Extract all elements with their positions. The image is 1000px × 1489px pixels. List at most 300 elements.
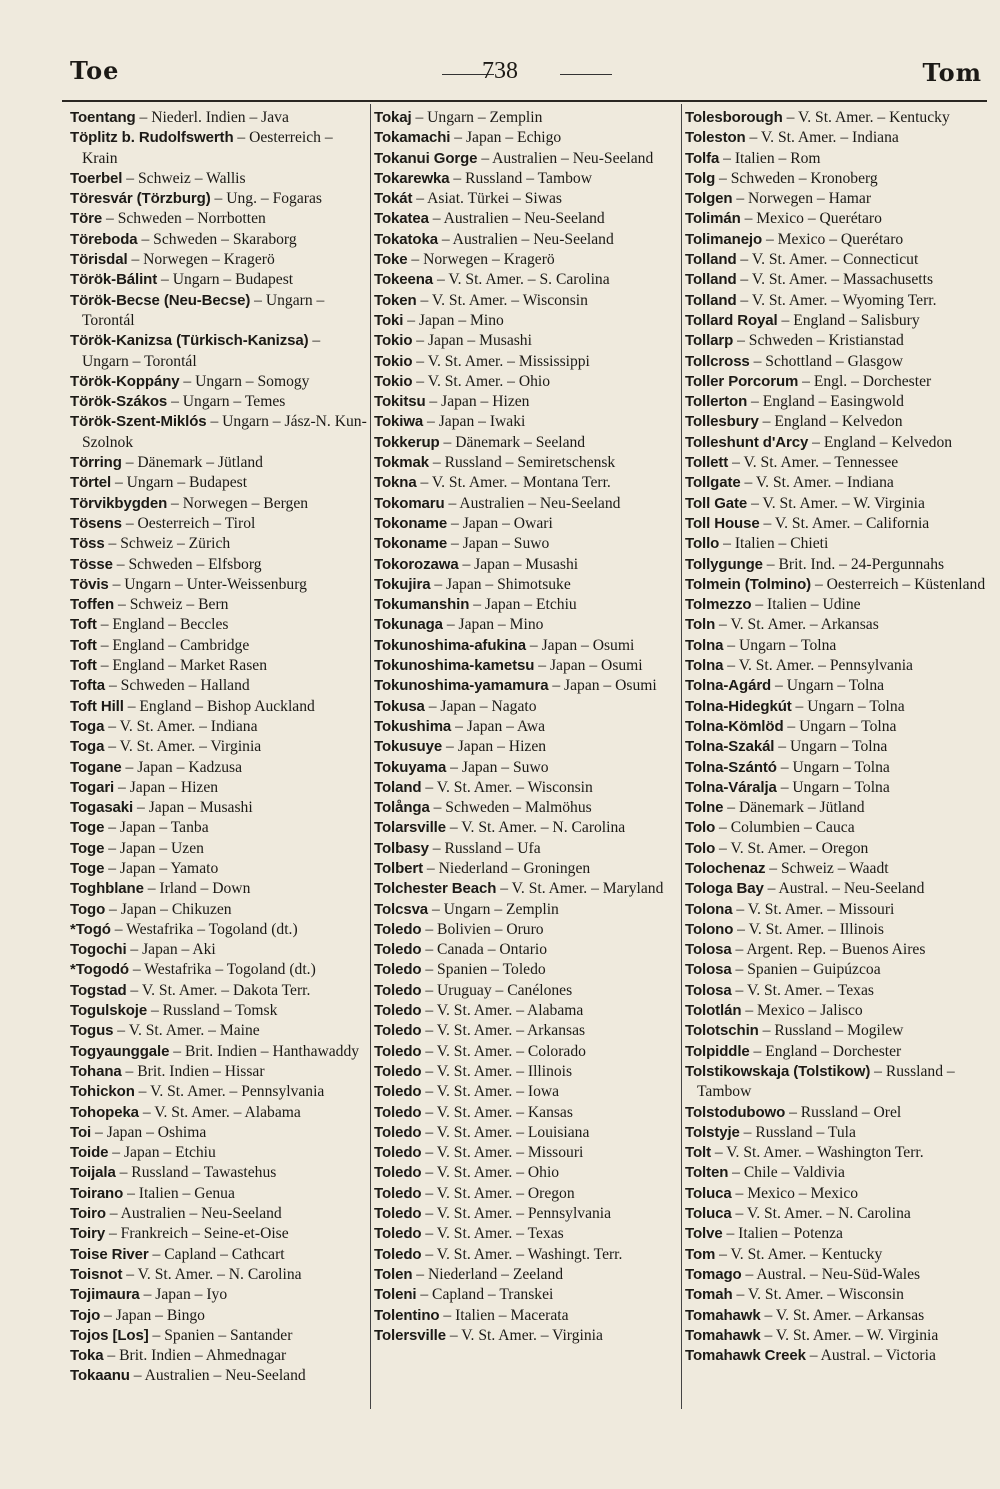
gazetteer-entry [685,352,987,372]
entry-location: – V. St. Amer. – Mississippi [412,352,590,370]
entry-location: – V. St. Amer. – Montana Terr. [416,474,611,492]
entry-location: – V. St. Amer. – Alabama [421,1002,584,1020]
gazetteer-entry [685,697,987,717]
entry-place-name: Törtel [70,474,112,492]
entry-place-name: Token [374,291,417,309]
gazetteer-entry [70,818,368,838]
entry-place-name: Tolna-Agárd [685,677,772,695]
entry-place-name: Toledo [374,981,422,999]
entry-place-name: Tojimaura [70,1286,140,1304]
gazetteer-entry [70,575,368,595]
header-rule-right [560,74,612,75]
gazetteer-entry [70,1021,368,1041]
gazetteer-entry [70,1265,368,1285]
gazetteer-entry [374,230,679,250]
gazetteer-entry [374,960,679,980]
gazetteer-entry [70,514,368,534]
gazetteer-entry [374,920,679,940]
entry-place-name: Tolmein (Tolmino) [685,575,812,593]
gazetteer-column-2 [374,108,679,1480]
entry-location: – Japan – Hizen [425,393,530,411]
entry-place-name: Toledo [374,1205,422,1223]
entry-place-name: Toiro [70,1205,106,1223]
gazetteer-entry [374,1285,679,1305]
entry-location: – Japan – Osumi [526,636,635,654]
gazetteer-entry [685,412,987,432]
gazetteer-entry [374,494,679,514]
entry-place-name: Tolbasy [374,839,429,857]
entry-location: – V. St. Amer. – Kentucky [782,109,950,126]
entry-location: – Schweden – Skaraborg [137,230,297,248]
entry-place-name: Törring [70,454,122,472]
entry-location: – V. St. Amer. – Virginia [446,1326,603,1344]
entry-place-name: Tollarp [685,332,734,350]
entry-place-name: Togus [70,1022,114,1040]
gazetteer-entry [70,169,368,189]
entry-location: – Japan – Musashi [458,555,579,573]
entry-location: – V. St. Amer. – Wisconsin [416,291,588,309]
entry-location: – Japan – Iwaki [423,413,526,431]
gazetteer-entry [374,1143,679,1163]
entry-location: – Japan – Etchiu [108,1144,216,1162]
entry-location: – V. St. Amer. – Arkansas [760,1306,925,1324]
gazetteer-entry [374,717,679,737]
entry-location: – V. St. Amer. – Indiana [740,474,894,492]
gazetteer-entry [374,615,679,635]
gazetteer-entry [70,270,368,290]
gazetteer-entry [70,798,368,818]
gazetteer-entry [685,291,987,311]
gazetteer-entry [685,778,987,798]
entry-place-name: Toledo [374,1225,422,1243]
entry-location: – Italien – Chieti [719,535,829,553]
gazetteer-entry [685,575,987,595]
entry-place-name: Togochi [70,941,127,959]
gazetteer-entry [374,473,679,493]
entry-location: – V. St. Amer. – Ohio [421,1164,560,1182]
entry-location: – Schweiz – Zürich [104,535,231,553]
gazetteer-entry [685,1346,987,1366]
entry-location: – Norwegen – Kragerö [407,251,555,269]
entry-place-name: Tomah [685,1286,733,1304]
entry-place-name: Toghblane [70,880,144,898]
gazetteer-entry [70,1103,368,1123]
entry-place-name: Tokamachi [374,129,451,147]
entry-place-name: Tokio [374,372,413,390]
gazetteer-entry [685,270,987,290]
entry-place-name: Toland [374,778,422,796]
entry-place-name: Török-Bálint [70,271,158,289]
entry-location: – V. St. Amer. – Pennsylvania [134,1083,325,1101]
entry-place-name: Toft Hill [70,697,124,715]
gazetteer-entry [685,372,987,392]
entry-location: – Spanien – Toledo [421,961,546,979]
entry-place-name: Toffen [70,596,115,614]
gazetteer-entry [685,798,987,818]
entry-location: – Japan – Etchiu [469,596,577,614]
gazetteer-entry [685,169,987,189]
entry-place-name: Toge [70,859,105,877]
gazetteer-entry [374,697,679,717]
gazetteer-entry [374,108,679,128]
entry-location: – Schweden – Kronoberg [715,169,878,187]
entry-place-name: Tolt [685,1144,711,1162]
gazetteer-entry [70,778,368,798]
gazetteer-entry [374,311,679,331]
entry-location: – Schweiz – Wallis [122,169,246,187]
entry-place-name: Tolosa [685,941,732,959]
gazetteer-entry [70,230,368,250]
entry-location: – Schweden – Norrbotten [102,210,266,228]
entry-location: – Japan – Hizen [442,738,547,756]
entry-place-name: Toledo [374,920,422,938]
entry-place-name: Tolstyje [685,1123,740,1141]
gazetteer-entry [685,1245,987,1265]
gazetteer-entry [685,1306,987,1326]
entry-location: – Dänemark – Jütland [121,454,263,472]
gazetteer-entry [70,859,368,879]
entry-place-name: Tomahawk [685,1306,761,1324]
entry-place-name: Tollcross [685,352,750,370]
entry-place-name: Tokna [374,474,417,492]
gazetteer-entry [374,900,679,920]
entry-location: – V. St. Amer. – Connecticut [736,251,919,269]
gazetteer-entry [70,189,368,209]
gazetteer-entry [374,818,679,838]
gazetteer-entry [374,1103,679,1123]
entry-place-name: Toledo [374,941,422,959]
entry-place-name: Tolna [685,636,724,654]
entry-location: – V. St. Amer. – N. Carolina [446,819,626,837]
entry-location: – V. St. Amer. – Arkansas [421,1022,586,1040]
running-head-right: Tom [922,58,982,87]
gazetteer-entry [685,900,987,920]
entry-location: – Russland – Tambow [449,169,592,187]
gazetteer-entry [70,676,368,696]
gazetteer-entry [70,1306,368,1326]
entry-place-name: Tollard Royal [685,311,778,329]
gazetteer-entry [374,940,679,960]
entry-place-name: Tolgen [685,190,733,208]
entry-location: – Schweden – Halland [105,677,250,695]
entry-place-name: Tokusuye [374,738,443,756]
gazetteer-entry [685,1021,987,1041]
entry-location: – Brit. Indien – Hanthawaddy [169,1042,360,1060]
gazetteer-entry [374,189,679,209]
entry-location: – Ungarn – Budapest [111,474,248,492]
gazetteer-entry [70,981,368,1001]
entry-place-name: Toki [374,311,404,329]
gazetteer-column-3 [685,108,987,1480]
entry-location: – Italien – Macerata [439,1306,569,1324]
gazetteer-entry [374,392,679,412]
gazetteer-entry [685,859,987,879]
column-divider-1 [370,104,371,1409]
entry-place-name: Török-Kanizsa (Türkisch-Kanizsa) [70,332,309,350]
gazetteer-entry [374,1082,679,1102]
entry-place-name: Tolne [685,799,724,817]
entry-location: – V. St. Amer. – Illinois [733,920,884,938]
gazetteer-entry [70,1184,368,1204]
gazetteer-entry [685,636,987,656]
entry-place-name: Török-Becse (Neu-Becse) [70,291,251,309]
entry-location: – V. St. Amer. – Virginia [104,738,262,756]
entry-place-name: Töresvár (Törzburg) [70,190,211,208]
entry-location: – Dänemark – Seeland [439,433,586,451]
entry-location: – V. St. Amer. – Illinois [421,1062,573,1080]
entry-location: – Uruguay – Canélones [421,981,573,999]
entry-place-name: Toleni [374,1286,417,1304]
entry-place-name: Tokio [374,332,413,350]
entry-place-name: Tolg [685,169,716,187]
entry-place-name: Tolentino [374,1306,440,1324]
entry-place-name: Toft [70,657,97,675]
entry-location: – Norwegen – Hamar [732,190,872,208]
gazetteer-entry [70,372,368,392]
entry-location: – Ungarn – Tolna [783,717,897,735]
entry-location: – England – Cambridge [96,636,250,654]
entry-location: – Norwegen – Bergen [167,494,309,512]
entry-location: – V. St. Amer. – Iowa [421,1083,560,1101]
entry-location: – Italien – Udine [751,596,861,614]
entry-place-name: Tolbert [374,859,424,877]
entry-location: – Australien – Neu-Seeland [428,210,605,228]
entry-location: – Ungarn – Torontál [82,332,321,370]
entry-location: – V. St. Amer. – Maryland [496,880,664,898]
gazetteer-entry [685,534,987,554]
entry-place-name: Toledo [374,1123,422,1141]
gazetteer-entry [685,717,987,737]
gazetteer-entry [374,676,679,696]
gazetteer-entry [374,1306,679,1326]
gazetteer-entry [70,392,368,412]
entry-location: – Japan – Suwo [447,535,550,553]
entry-location: – Niederl. Indien – Java [135,109,289,126]
gazetteer-entry [685,1224,987,1244]
entry-place-name: Tollygunge [685,555,763,573]
entry-place-name: Tollett [685,454,729,472]
gazetteer-entry [685,1103,987,1123]
entry-location: – V. St. Amer. – W. Virginia [747,494,925,512]
entry-location: – Westafrika – Togoland (dt.) [110,920,298,938]
entry-place-name: Togo [70,900,106,918]
entry-location: – Niederland – Zeeland [412,1265,564,1283]
entry-place-name: Tolna-Szakál [685,738,775,756]
entry-place-name: Törvikbygden [70,494,168,512]
entry-place-name: Tokkerup [374,433,440,451]
entry-place-name: Toluca [685,1205,732,1223]
entry-location: – Ung. – Fogaras [210,190,322,208]
entry-location: – Japan – Hizen [114,778,219,796]
entry-place-name: Tolo [685,839,716,857]
gazetteer-entry [374,534,679,554]
gazetteer-column-1 [70,108,368,1480]
entry-place-name: Tokatea [374,210,429,228]
gazetteer-entry [685,189,987,209]
gazetteer-entry [374,291,679,311]
entry-location: – V. St. Amer. – California [759,514,930,532]
entry-place-name: Toledo [374,961,422,979]
entry-place-name: Tolarsville [374,819,446,837]
entry-place-name: Toledo [374,1062,422,1080]
gazetteer-entry [685,737,987,757]
entry-place-name: Tolten [685,1164,729,1182]
entry-location: – Argent. Rep. – Buenos Aires [731,941,926,959]
gazetteer-entry [374,778,679,798]
gazetteer-entry [685,108,987,128]
gazetteer-entry [70,1001,368,1021]
entry-place-name: *Togodó [70,961,129,979]
entry-location: – Russland – Ufa [428,839,541,857]
entry-location: – Ungarn – Tolna [776,778,890,796]
gazetteer-entry [374,859,679,879]
entry-location: – V. St. Amer. – Missouri [732,900,895,918]
gazetteer-entry [374,1042,679,1062]
gazetteer-entry [685,494,987,514]
entry-location: – Japan – Chikuzen [105,900,232,918]
gazetteer-entry [685,818,987,838]
entry-location: – Schweiz – Bern [114,596,229,614]
entry-place-name: Toledo [374,1022,422,1040]
gazetteer-entry [374,839,679,859]
gazetteer-entry [685,555,987,575]
entry-place-name: Tojos [Los] [70,1326,149,1344]
gazetteer-entry [374,798,679,818]
entry-place-name: Togulskoje [70,1002,148,1020]
gazetteer-entry [685,311,987,331]
entry-place-name: Tolstikowskaja (Tolstikow) [685,1062,871,1080]
entry-place-name: Tolcsva [374,900,429,918]
entry-location: – Asiat. Türkei – Siwas [412,190,562,208]
entry-location: – Oesterreich – Küstenland [811,575,986,593]
gazetteer-entry [70,291,368,332]
entry-location: – V. St. Amer. – Indiana [104,717,258,735]
entry-place-name: Toisnot [70,1265,123,1283]
gazetteer-entry [685,595,987,615]
entry-location: – Australien – Neu-Seeland [444,494,621,512]
gazetteer-entry [374,879,679,899]
gazetteer-entry [70,1204,368,1224]
entry-place-name: Tokunoshima-yamamura [374,677,549,695]
entry-place-name: Tolstodubowo [685,1103,786,1121]
entry-place-name: Tolono [685,920,734,938]
entry-location: – V. St. Amer. – Oregon [715,839,869,857]
entry-place-name: Tösens [70,514,122,532]
entry-location: – England – Salisbury [777,311,920,329]
entry-place-name: Tolochenaz [685,859,766,877]
entry-place-name: Toentang [70,109,136,126]
entry-location: – Japan – Mino [403,311,504,329]
entry-location: – Australien – Neu-Seeland [129,1367,306,1385]
entry-location: – Capland – Cathcart [148,1245,285,1263]
gazetteer-entry [374,1001,679,1021]
entry-location: – Ungarn – Jász-N. Kun-Szolnok [82,413,367,451]
entry-location: – V. St. Amer. – Wyoming Terr. [736,291,937,309]
gazetteer-entry [685,940,987,960]
entry-place-name: Töreboda [70,230,138,248]
gazetteer-entry [70,1143,368,1163]
gazetteer-entry [685,1001,987,1021]
entry-place-name: Toga [70,738,105,756]
entry-place-name: Toleston [685,129,746,147]
entry-location: – V. St. Amer. – Oregon [421,1184,575,1202]
gazetteer-entry [70,879,368,899]
entry-location: – Austral. – Neu-Seeland [763,880,925,898]
entry-location: – Spanien – Guipúzcoa [731,961,881,979]
gazetteer-entry [374,1123,679,1143]
entry-place-name: Tolo [685,819,716,837]
gazetteer-entry [70,636,368,656]
entry-location: – V. St. Amer. – Arkansas [715,616,879,634]
entry-location: – Russland – Orel [785,1103,902,1121]
gazetteer-entry [685,615,987,635]
gazetteer-entry [70,758,368,778]
entry-place-name: Tolimanejo [685,230,763,248]
entry-location: – V. St. Amer. – Pennsylvania [421,1205,612,1223]
entry-location: – Japan – Shimotsuke [430,575,571,593]
entry-location: – Bolivien – Oruro [421,920,544,938]
entry-location: – Engl. – Dorchester [798,372,932,390]
entry-place-name: Török-Szent-Miklós [70,413,207,431]
entry-place-name: Tolland [685,291,737,309]
entry-place-name: Tokanui Gorge [374,149,478,167]
entry-location: – V. St. Amer. – Kentucky [715,1245,883,1263]
gazetteer-entry [70,209,368,229]
entry-location: – V. St. Amer. – Texas [731,981,874,999]
gazetteer-entry [685,473,987,493]
entry-place-name: Toledo [374,1144,422,1162]
gazetteer-entry [70,473,368,493]
entry-location: – Oesterreich – Krain [82,129,333,167]
entry-location: – Austral. – Victoria [805,1347,936,1365]
gazetteer-entry [685,879,987,899]
entry-location: – Schweiz – Waadt [765,859,889,877]
entry-place-name: Tokmak [374,454,429,472]
entry-location: – Brit. Indien – Ahmednagar [103,1347,287,1365]
entry-location: – Japan – Osumi [534,657,643,675]
entry-location: – Japan – Suwo [446,758,549,776]
entry-place-name: Tokorozawa [374,555,459,573]
entry-location: – Canada – Ontario [421,941,548,959]
entry-place-name: Tolotlán [685,1002,742,1020]
entry-place-name: Tolosa [685,981,732,999]
gazetteer-entry [685,1163,987,1183]
gazetteer-entry [685,128,987,148]
entry-location: – Australien – Neu-Seeland [105,1205,282,1223]
entry-place-name: Töplitz b. Rudolfswerth [70,129,234,147]
entry-location: – Chile – Valdivia [728,1164,845,1182]
entry-location: – Italien – Rom [719,149,821,167]
entry-location: – Mexico – Mexico [731,1184,859,1202]
entry-place-name: Tomahawk [685,1326,761,1344]
entry-location: – V. St. Amer. – Wisconsin [421,778,593,796]
gazetteer-entry [374,270,679,290]
entry-place-name: Tövis [70,575,109,593]
entry-place-name: Tokeena [374,271,434,289]
gazetteer-entry [374,372,679,392]
gazetteer-entry [685,656,987,676]
entry-place-name: Tokuyama [374,758,447,776]
gazetteer-entry [70,1042,368,1062]
entry-place-name: Toll Gate [685,494,748,512]
entry-location: – V. St. Amer. – Louisiana [421,1123,590,1141]
gazetteer-entry [70,555,368,575]
gazetteer-entry [685,514,987,534]
gazetteer-entry [685,250,987,270]
entry-location: – Japan – Musashi [133,799,253,817]
column-divider-2 [681,104,682,1409]
entry-place-name: Török-Szákos [70,393,168,411]
